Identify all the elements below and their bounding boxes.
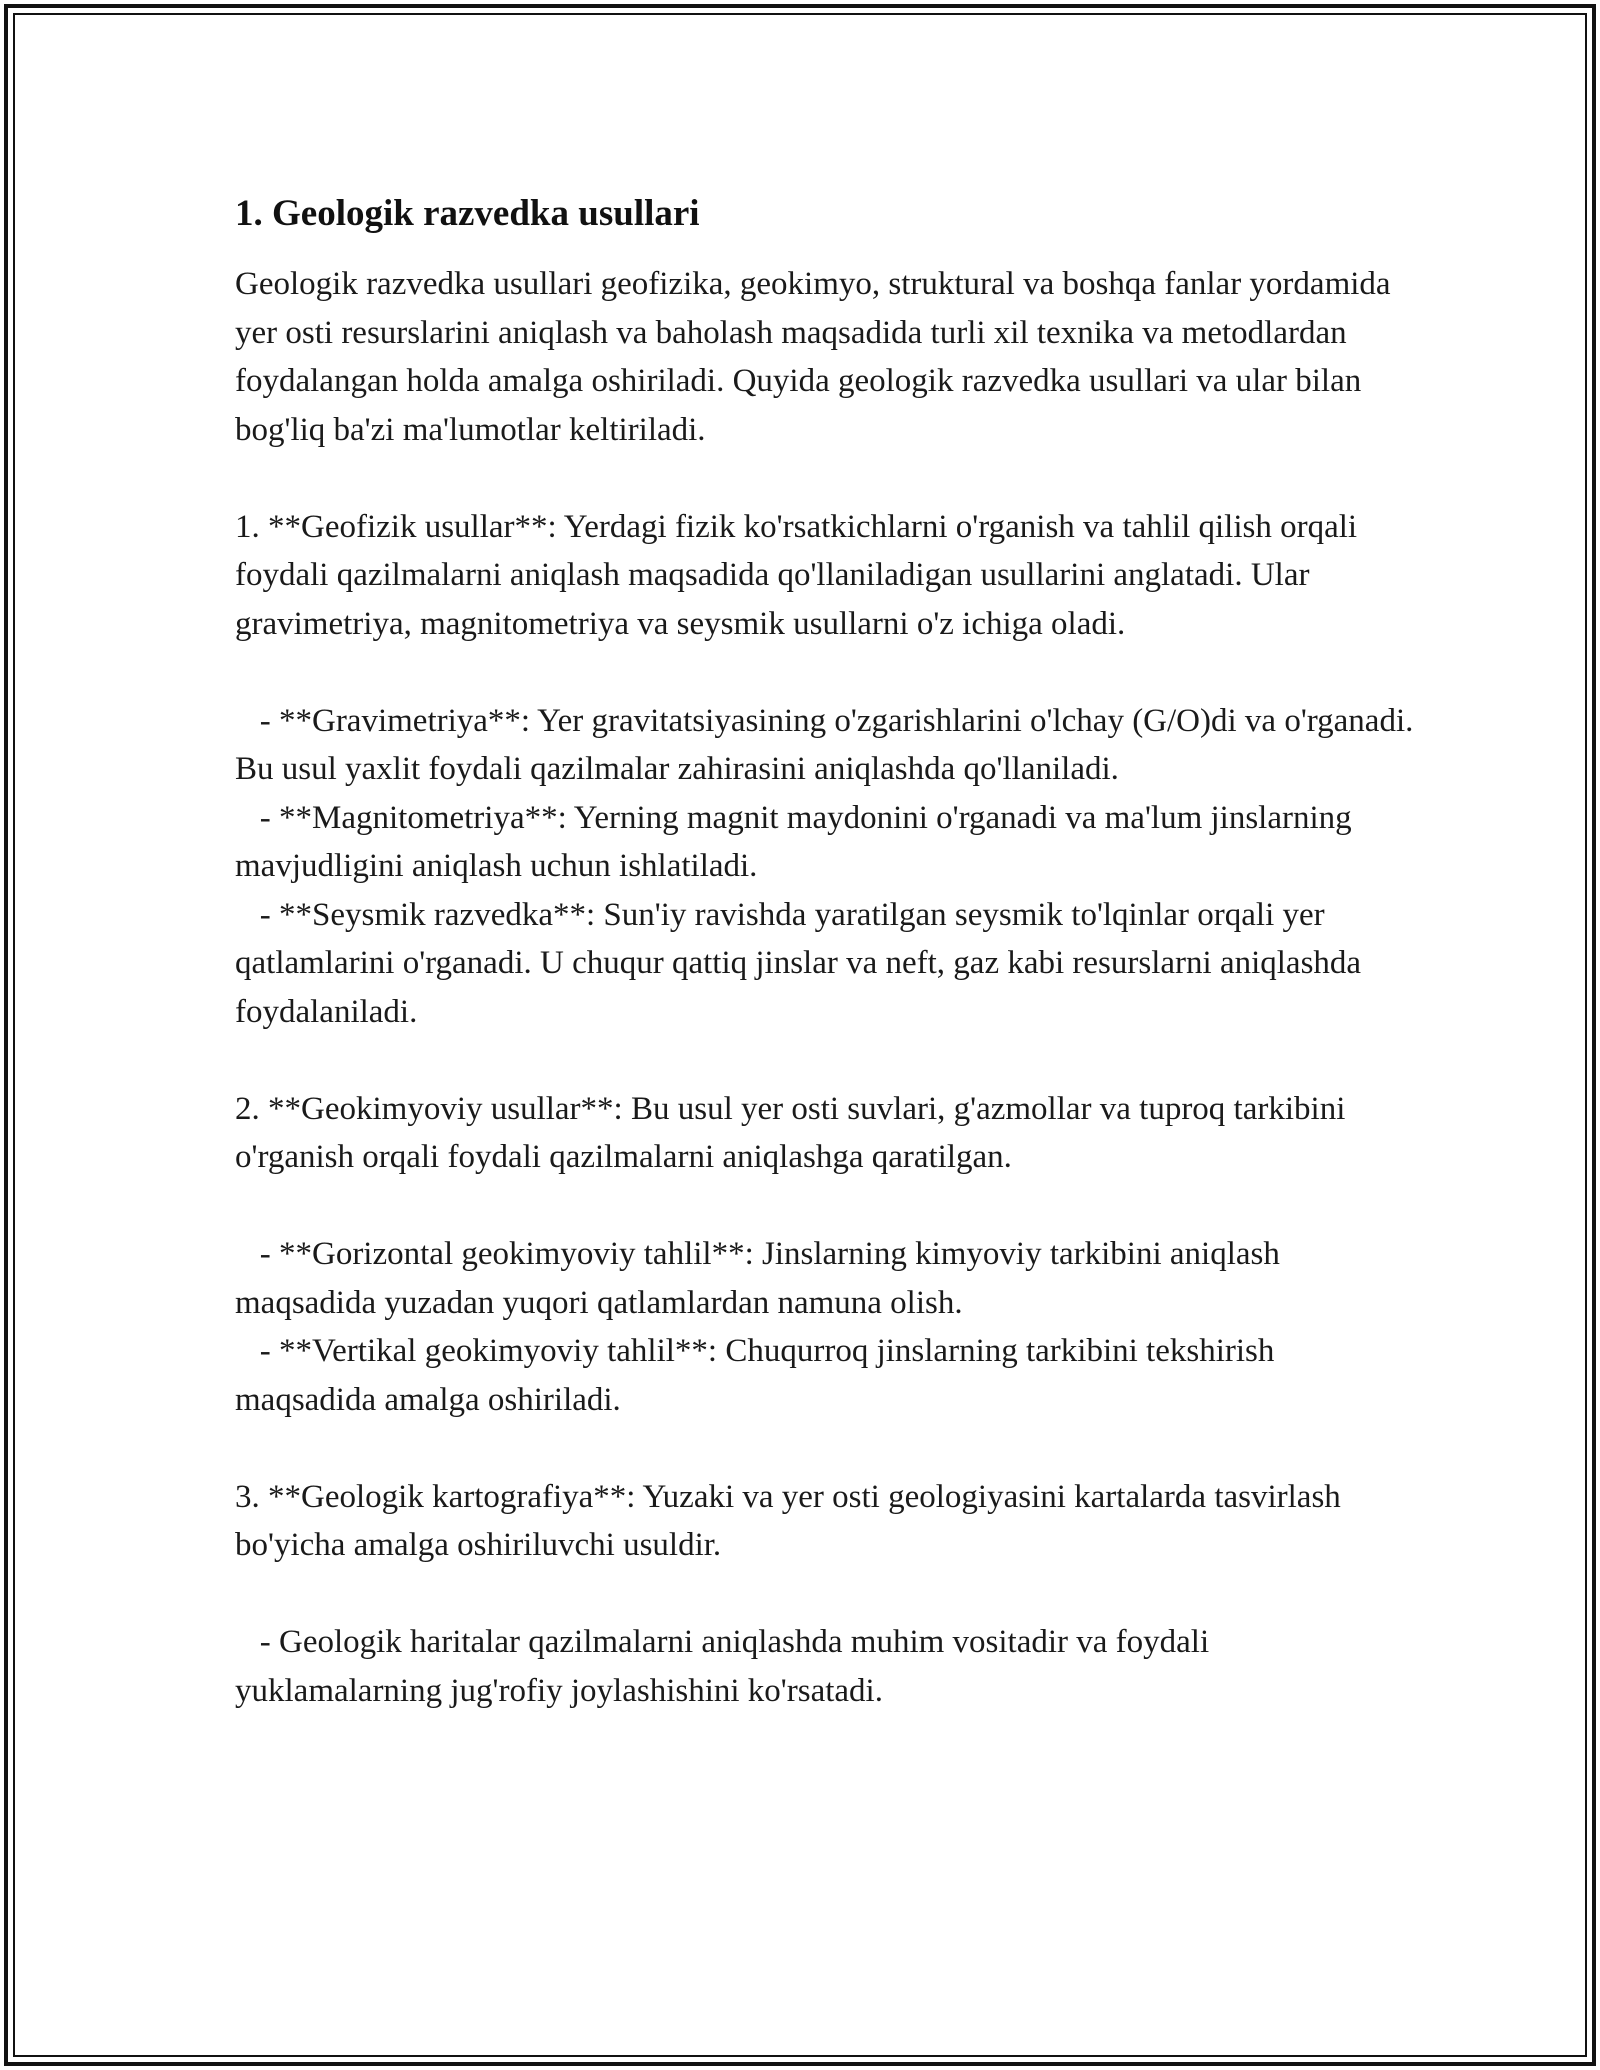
spacer — [235, 454, 1415, 503]
document-heading: 1. Geologik razvedka usullari — [235, 193, 700, 234]
list-item-gorizontal: - **Gorizontal geokimyoviy tahlil**: Jinslarning kimyoviy tarkibini aniqlash maqsadida yuzadan yuqori qatlamlardan namuna olish. — [235, 1236, 1289, 1321]
spacer — [235, 1570, 1415, 1619]
spacer — [235, 1182, 1415, 1231]
section-kartografiya: 3. **Geologik kartografiya**: Yuzaki va yer osti geologiyasini kartalarda tasvirlash bo'yicha amalga oshiriluvchi usuldir. — [235, 1478, 1350, 1563]
document-body — [235, 188, 1422, 1715]
spacer — [235, 648, 1415, 697]
intro-paragraph: Geologik razvedka usullari geofizika, geokimyo, struktural va boshqa fanlar yordamida yer osti resurslarini aniqlash va baholash maqsadida turli xil texnika va metodlardan foydalangan holda amalga oshiriladi. Quyida geologik razvedka usullari va ular bilan bog'liq ba'zi ma'lumotlar keltiriladi. — [235, 266, 1399, 448]
list-item-vertikal: - **Vertikal geokimyoviy tahlil**: Chuqurroq jinslarning tarkibini tekshirish maqsadida amalga oshiriladi. — [235, 1333, 1283, 1418]
list-item-gravimetriya: - **Gravimetriya**: Yer gravitatsiyasining o'zgarishlarini o'lchay (G/O)di va o'rganadi. Bu usul yaxlit foydali qazilmalar zahirasini aniqlashda qo'llaniladi. — [235, 702, 1422, 787]
list-item-haritalar: - Geologik haritalar qazilmalarni aniqlashda muhim vositadir va foydali yuklamalarning jug'rofiy joylashishini ko'rsatadi. — [235, 1624, 1218, 1709]
spacer — [235, 1036, 1415, 1085]
list-item-seysmik: - **Seysmik razvedka**: Sun'iy ravishda yaratilgan seysmik to'lqinlar orqali yer qatlamlarini o'rganadi. U chuqur qattiq jinslar va neft, gaz kabi resurslarni aniqlashda foydalaniladi. — [235, 896, 1370, 1030]
section-geokimyoviy: 2. **Geokimyoviy usullar**: Bu usul yer osti suvlari, g'azmollar va tuproq tarkibini o'rganish orqali foydali qazilmalarni aniqlashga qaratilgan. — [235, 1090, 1354, 1175]
section-geofizik: 1. **Geofizik usullar**: Yerdagi fizik ko'rsatkichlarni o'rganish va tahlil qilish orqali foydali qazilmalarni aniqlash maqsadida qo'llaniladigan usullarini anglatadi. Ular gravimetriya, magnitometriya va seysmik usullarni o'z ichiga oladi. — [235, 508, 1366, 642]
list-item-magnitometriya: - **Magnitometriya**: Yerning magnit maydonini o'rganadi va ma'lum jinslarning mavjudligini aniqlash uchun ishlatiladi. — [235, 799, 1360, 884]
spacer — [235, 1424, 1415, 1473]
